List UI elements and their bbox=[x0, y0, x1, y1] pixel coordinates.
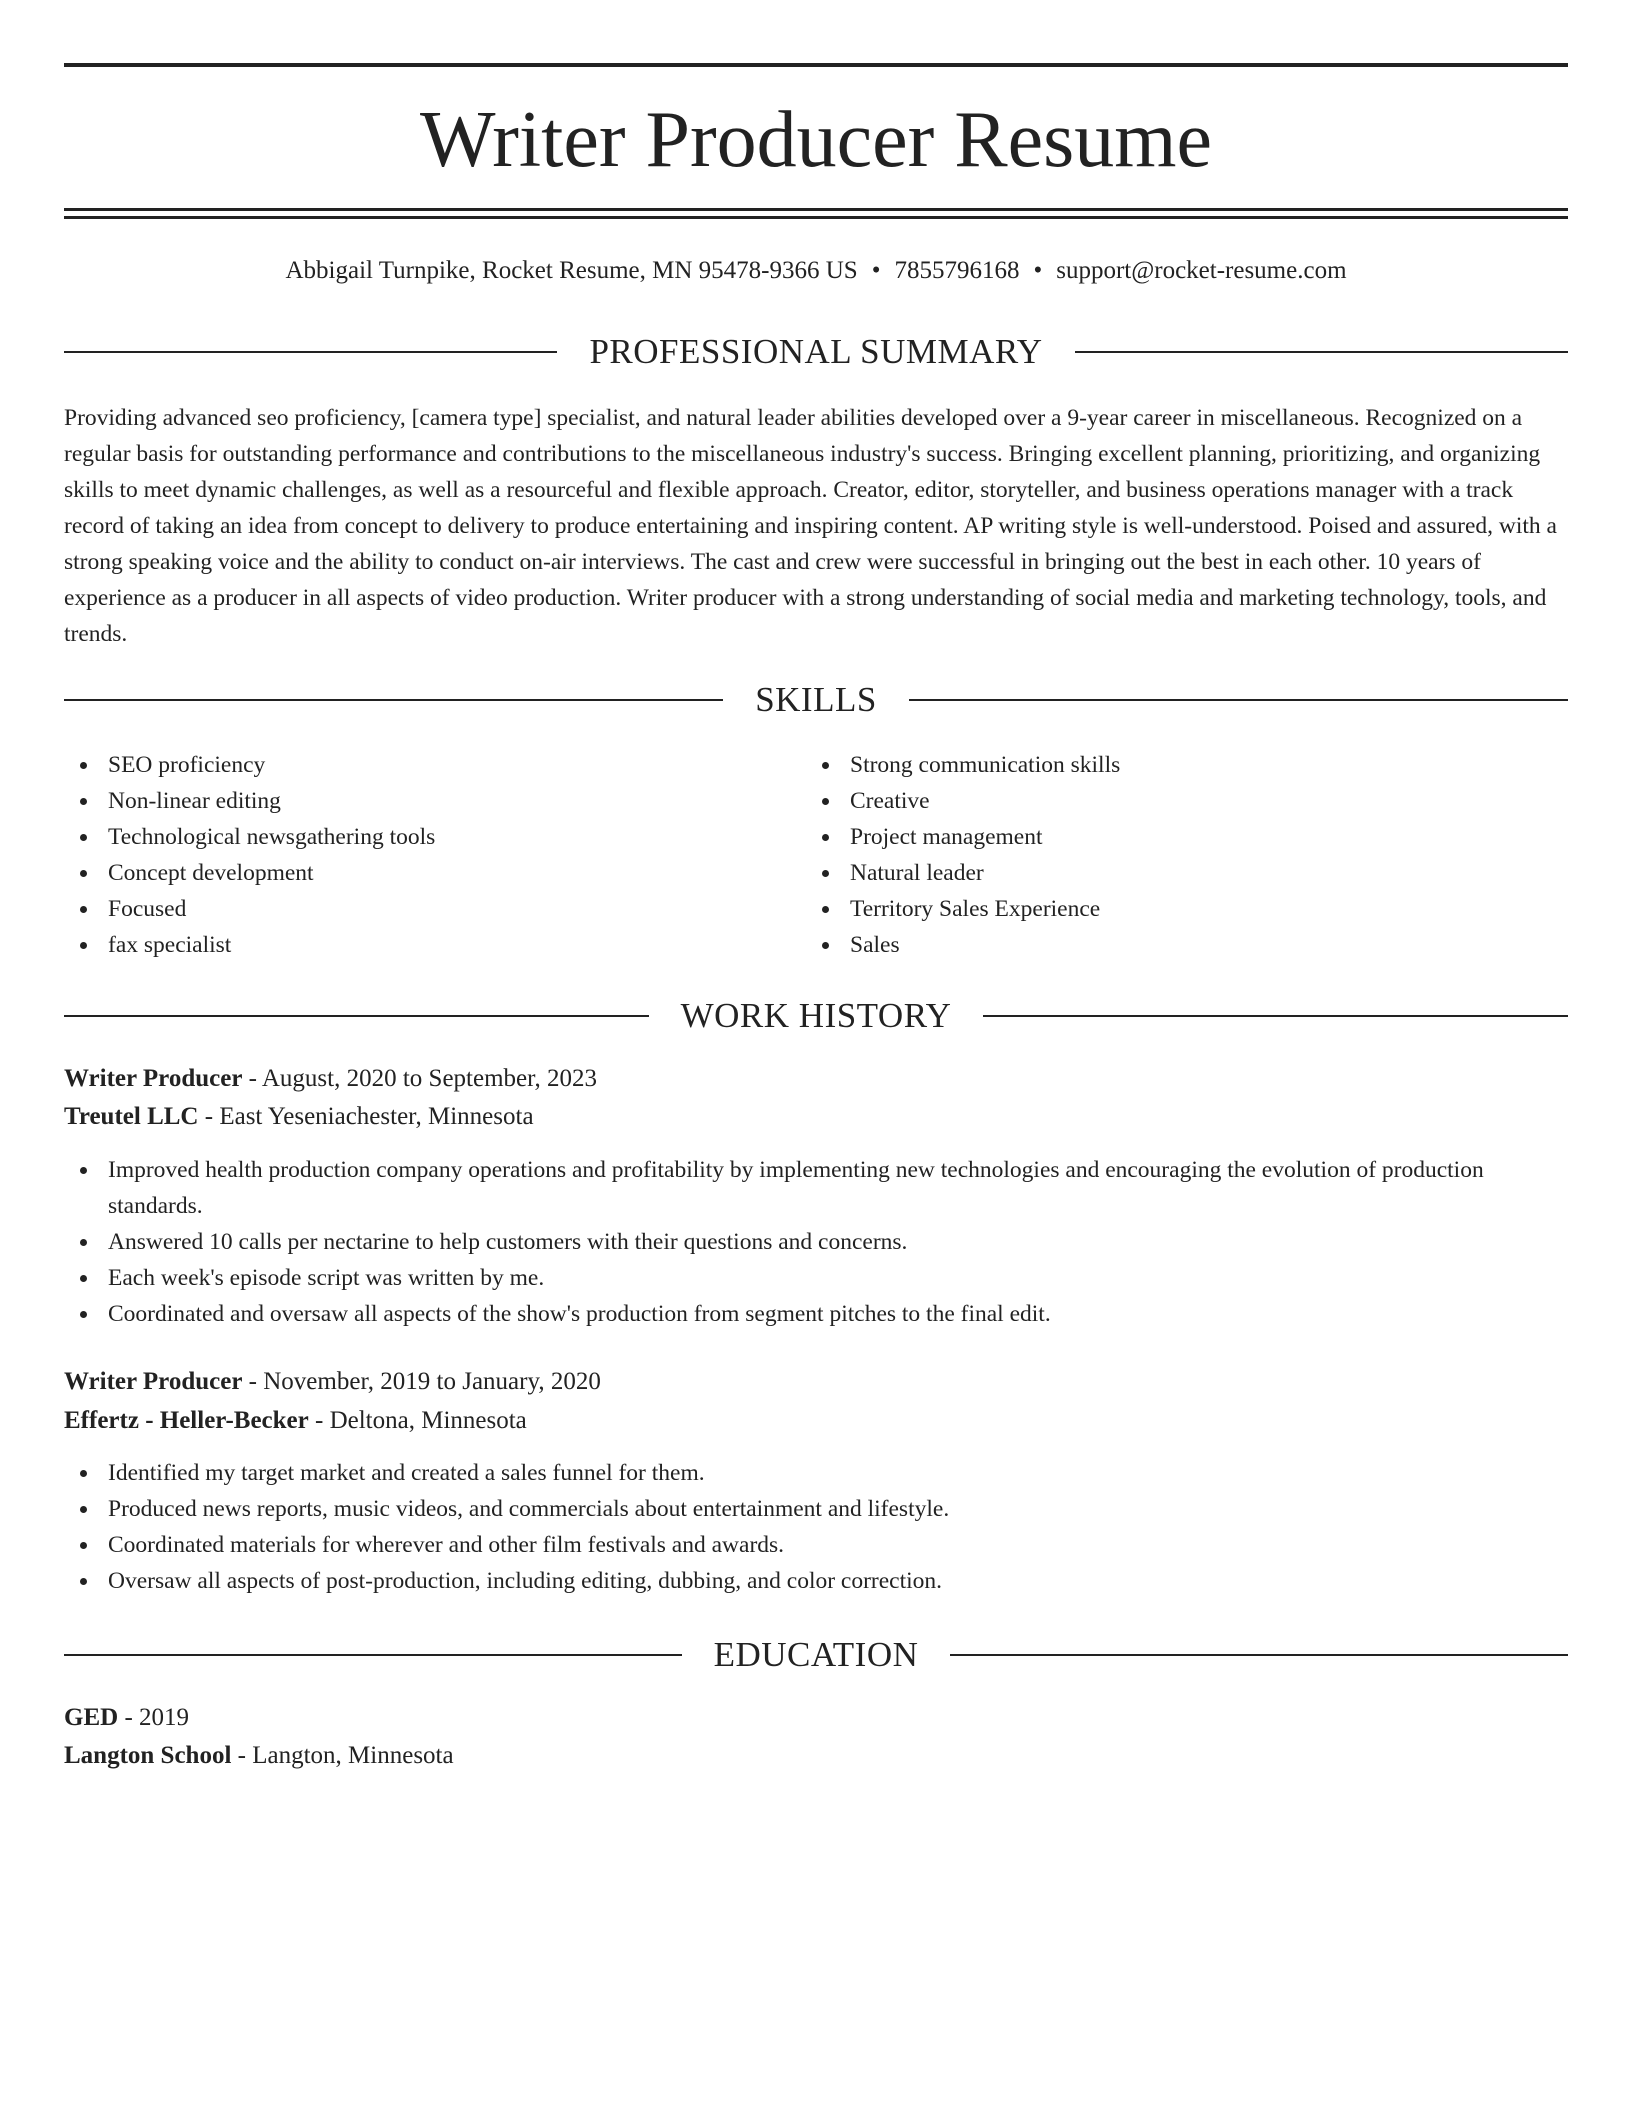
job-bullets bbox=[64, 1455, 1484, 1599]
skill-item: Technological newsgathering tools bbox=[64, 819, 764, 855]
job-bullet: Answered 10 calls per nectarine to help customers with their questions and concerns. bbox=[64, 1224, 1484, 1260]
title-rule-upper bbox=[64, 208, 1568, 211]
resume-title: Writer Producer Resume bbox=[419, 96, 1213, 184]
skill-item: Concept development bbox=[64, 855, 764, 891]
job-company: Treutel LLC bbox=[64, 1103, 199, 1130]
skill-item: Focused bbox=[64, 891, 764, 927]
education-location: - Langton, Minnesota bbox=[231, 1742, 454, 1769]
section-rule bbox=[64, 699, 723, 701]
section-rule bbox=[909, 699, 1568, 701]
contact-separator: • bbox=[871, 257, 881, 284]
education-school: Langton School bbox=[64, 1742, 232, 1769]
education-year: - 2019 bbox=[118, 1704, 190, 1731]
job-bullet: Coordinated materials for wherever and other film festivals and awards. bbox=[64, 1527, 1484, 1563]
job-company: Effertz - Heller-Becker bbox=[64, 1407, 309, 1434]
contact-separator: • bbox=[1033, 257, 1043, 284]
job-company-line bbox=[64, 1098, 1568, 1136]
education-school-line bbox=[64, 1737, 1568, 1775]
section-title-skills: SKILLS bbox=[755, 680, 877, 719]
skills-list-left bbox=[64, 747, 764, 963]
skill-item: Sales bbox=[806, 927, 1506, 963]
section-header-summary bbox=[64, 330, 1568, 374]
job-bullets bbox=[64, 1152, 1484, 1332]
job-bullet: Coordinated and oversaw all aspects of the show's production from segment pitches to the final edit. bbox=[64, 1296, 1484, 1332]
skill-item: Territory Sales Experience bbox=[806, 891, 1506, 927]
section-rule bbox=[1075, 351, 1568, 353]
top-rule bbox=[64, 63, 1568, 67]
education-degree: GED bbox=[64, 1704, 119, 1731]
section-title-work: WORK HISTORY bbox=[680, 996, 952, 1035]
skill-item: SEO proficiency bbox=[64, 747, 764, 783]
section-header-work bbox=[64, 994, 1568, 1038]
skill-item: Strong communication skills bbox=[806, 747, 1506, 783]
contact-info bbox=[64, 254, 1568, 288]
job-bullet: Identified my target market and created a sales funnel for them. bbox=[64, 1455, 1484, 1491]
section-rule bbox=[983, 1015, 1568, 1017]
skill-item: Project management bbox=[806, 819, 1506, 855]
job-title: Writer Producer bbox=[64, 1065, 243, 1092]
job-title-line bbox=[64, 1363, 1568, 1401]
skills-list-right bbox=[806, 747, 1506, 963]
contact-email: support@rocket-resume.com bbox=[1056, 257, 1347, 284]
section-title-summary: PROFESSIONAL SUMMARY bbox=[589, 332, 1043, 371]
education-degree-line bbox=[64, 1699, 1568, 1737]
skill-item: Natural leader bbox=[806, 855, 1506, 891]
section-rule bbox=[64, 351, 557, 353]
job-location: - East Yeseniachester, Minnesota bbox=[198, 1103, 534, 1130]
job-title: Writer Producer bbox=[64, 1368, 243, 1395]
job-bullet: Oversaw all aspects of post-production, including editing, dubbing, and color correction. bbox=[64, 1563, 1484, 1599]
job-bullet: Each week's episode script was written by me. bbox=[64, 1260, 1484, 1296]
contact-address: Abbigail Turnpike, Rocket Resume, MN 95478-9366 US bbox=[285, 257, 858, 284]
job-dates: - August, 2020 to September, 2023 bbox=[242, 1065, 597, 1092]
job-company-line bbox=[64, 1402, 1568, 1440]
section-header-education bbox=[64, 1633, 1568, 1677]
skill-item: Creative bbox=[806, 783, 1506, 819]
title-rule-lower bbox=[64, 216, 1568, 219]
section-title-education: EDUCATION bbox=[713, 1635, 919, 1674]
section-rule bbox=[950, 1654, 1568, 1656]
job-bullet: Produced news reports, music videos, and commercials about entertainment and lifestyle. bbox=[64, 1491, 1484, 1527]
job-dates: - November, 2019 to January, 2020 bbox=[242, 1368, 601, 1395]
section-header-skills bbox=[64, 678, 1568, 722]
section-rule bbox=[64, 1654, 682, 1656]
skill-item: fax specialist bbox=[64, 927, 764, 963]
job-title-line bbox=[64, 1060, 1568, 1098]
skill-item: Non-linear editing bbox=[64, 783, 764, 819]
job-bullet: Improved health production company operations and profitability by implementing new technologies and encouraging the evolution of production standards. bbox=[64, 1152, 1484, 1224]
summary-text: Providing advanced seo proficiency, [camera type] specialist, and natural leader abilities developed over a 9-year career in miscellaneous. Recognized on a regular basis for outstanding performance and contributions to the miscellaneous industry's success. Bringing excellent planning, prioritizing, and organizing skills to meet dynamic challenges, as well as a resourceful and flexible approach. Creator, editor, storyteller, and business operations manager with a track record of taking an idea from concept to delivery to produce entertaining and inspiring content. AP writing style is well-understood. Poised and assured, with a strong speaking voice and the ability to conduct on-air interviews. The cast and crew were successful in bringing out the best in each other. 10 years of experience as a producer in all aspects of video production. Writer producer with a strong understanding of social media and marketing technology, tools, and trends. bbox=[64, 405, 1557, 647]
section-rule bbox=[64, 1015, 649, 1017]
contact-phone: 7855796168 bbox=[894, 257, 1020, 284]
job-location: - Deltona, Minnesota bbox=[308, 1407, 527, 1434]
